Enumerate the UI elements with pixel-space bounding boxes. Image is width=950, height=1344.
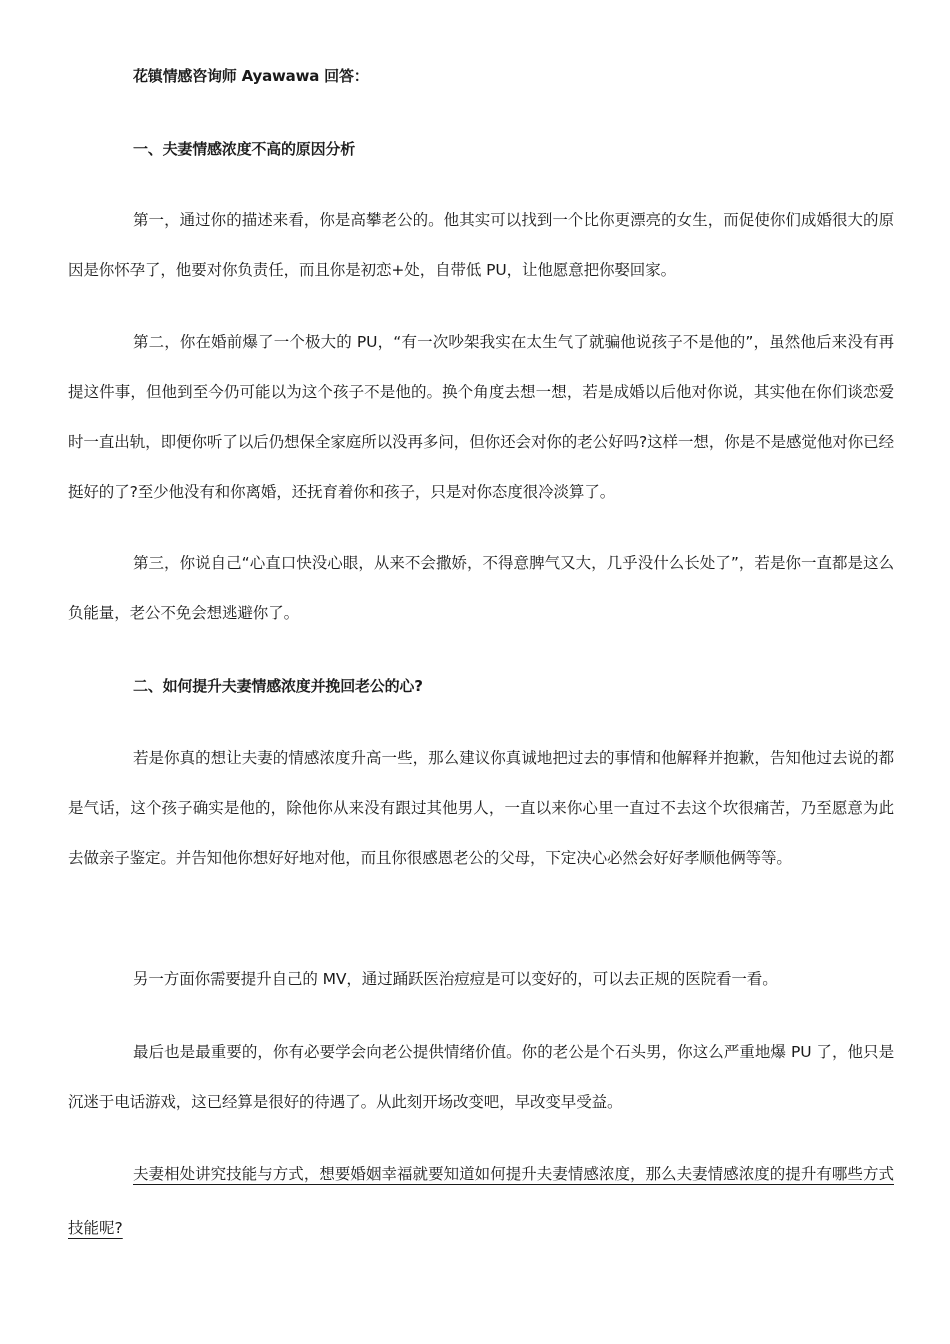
related-article-paragraph	[68, 1147, 894, 1255]
section-1-title: 一、夫妻情感浓度不高的原因分析	[133, 140, 356, 158]
author-line: 花镇情感咨询师 Ayawawa 回答：	[133, 67, 369, 85]
section-2-paragraph-1: 若是你真的想让夫妻的情感浓度升高一些，那么建议你真诚地把过去的事情和他解释并抱歉，告知他过去说的都是气话，这个孩子确实是他的，除他你从来没有跟过其他男人，一直以来你心里一直过不去这个坎很痛苦，乃至愿意为此去做亲子鉴定。并告知他你想好好地对他，而且你很感恩老公的父母，下定决心必然会好好孝顺他俩等等。	[68, 749, 894, 867]
section-2-paragraph-2: 另一方面你需要提升自己的 MV，通过踊跃医治痘痘是可以变好的，可以去正规的医院看一看。	[133, 970, 778, 988]
related-article-link[interactable]: 夫妻相处讲究技能与方式，想要婚姻幸福就要知道如何提升夫妻情感浓度，那么夫妻情感浓度的提升有哪些方式技能呢?	[68, 1165, 894, 1237]
section-2-title: 二、如何提升夫妻情感浓度并挽回老公的心?	[133, 677, 423, 695]
section-2-paragraph-3: 最后也是最重要的，你有必要学会向老公提供情绪价值。你的老公是个石头男，你这么严重地爆 PU 了，他只是沉迷于电话游戏，这已经算是很好的待遇了。从此刻开场改变吧，早改变早受益。	[68, 1043, 894, 1111]
section-1-paragraph-1: 第一，通过你的描述来看，你是高攀老公的。他其实可以找到一个比你更漂亮的女生，而促使你们成婚很大的原因是你怀孕了，他要对你负责任，而且你是初恋+处，自带低 PU，让他愿意把你娶回家。	[68, 211, 894, 279]
section-1-paragraph-3: 第三，你说自己“心直口快没心眼，从来不会撒娇，不得意脾气又大，几乎没什么长处了”，若是你一直都是这么负能量，老公不免会想逃避你了。	[68, 554, 894, 622]
section-1-paragraph-2: 第二，你在婚前爆了一个极大的 PU，“有一次吵架我实在太生气了就骗他说孩子不是他的”，虽然他后来没有再提这件事，但他到至今仍可能以为这个孩子不是他的。换个角度去想一想，若是成婚以后他对你说，其实他在你们谈恋爱时一直出轨，即便你听了以后仍想保全家庭所以没再多问，但你还会对你的老公好吗?这样一想，你是不是感觉他对你已经挺好的了?至少他没有和你离婚，还抚育着你和孩子，只是对你态度很冷淡算了。	[68, 333, 894, 501]
